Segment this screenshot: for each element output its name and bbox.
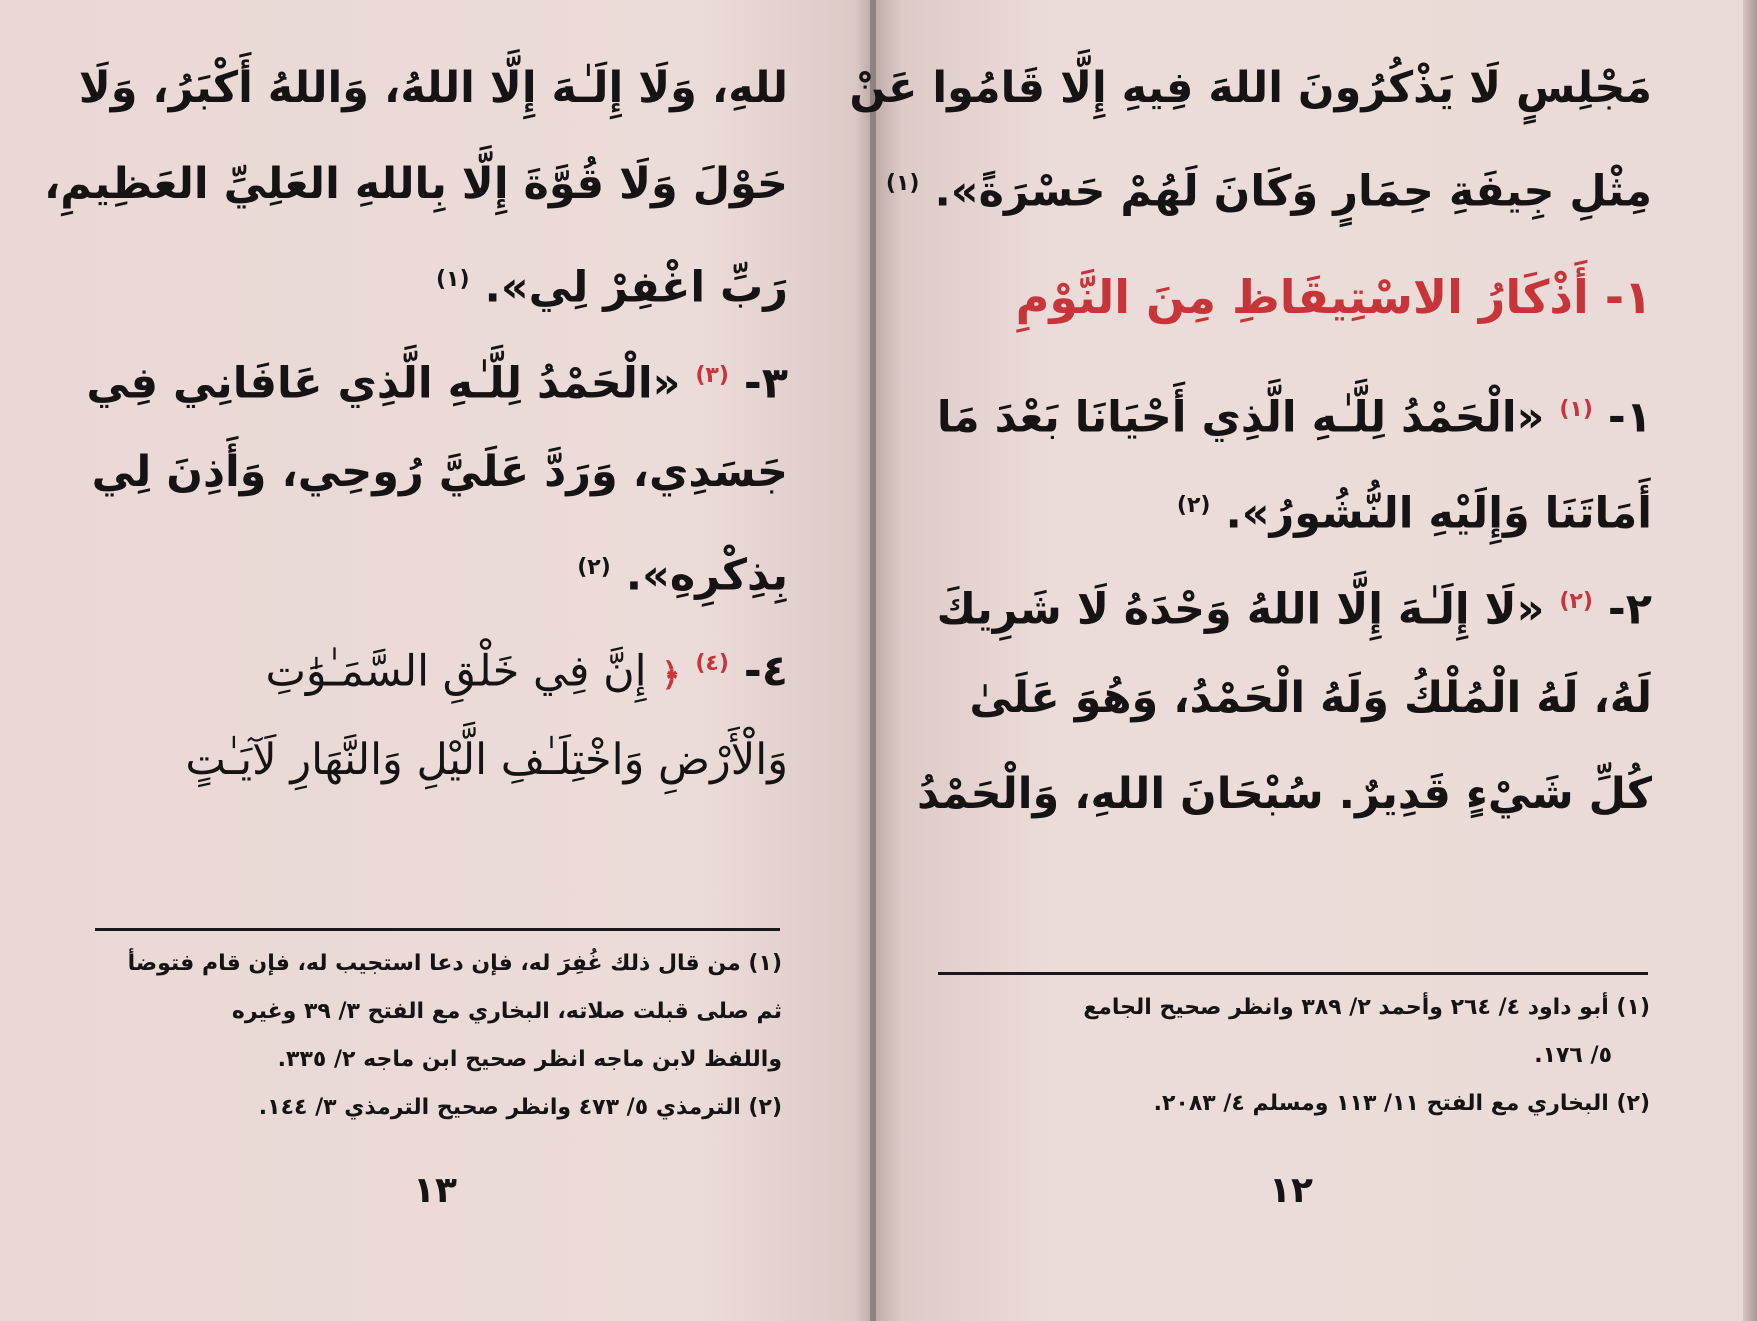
item-reference: (٢) <box>1559 589 1593 614</box>
text-line: لَهُ، لَهُ الْمُلْكُ وَلَهُ الْحَمْدُ، وَهُوَ عَلَىٰ <box>969 673 1652 723</box>
item-text: «الْحَمْدُ لِلَّـٰهِ الَّذِي عَافَانِي فِي <box>86 358 681 409</box>
page-edge <box>1743 0 1757 1321</box>
footnotes <box>938 984 1650 1128</box>
footnote-line: (٢) الترمذي ٥/ ٤٧٣ وانظر صحيح الترمذي ٣/ ١٤٤. <box>258 1095 782 1120</box>
text-line: للهِ، وَلَا إِلَـٰهَ إِلَّا اللهُ، وَاللهُ أَكْبَرُ، وَلَا <box>78 63 788 113</box>
item-reference: (١) <box>1559 397 1593 422</box>
text-line <box>88 232 788 328</box>
page-12-body <box>849 40 1652 842</box>
page-13-body <box>43 40 788 808</box>
text-line: حَوْلَ وَلَا قُوَّةَ إِلَّا بِاللهِ العَلِيِّ العَظِيمِ، <box>43 159 788 209</box>
quran-verse-text: إِنَّ فِي خَلْقِ السَّمَـٰوَٰتِ <box>265 646 647 697</box>
item-number: ٤- <box>743 646 788 697</box>
footnote-line: (١) أبو داود ٤/ ٢٦٤ وأحمد ٢/ ٣٨٩ وانظر صحيح الجامع <box>1083 995 1650 1020</box>
footnote-divider <box>95 928 780 931</box>
page-12 <box>849 0 1757 1321</box>
footnotes <box>92 940 782 1132</box>
page-13 <box>0 0 872 1321</box>
footnote-line: (١) من قال ذلك غُفِرَ له، فإن دعا استجيب له، فإن قام فتوضأ <box>127 951 782 976</box>
item-reference: (٣) <box>695 363 729 388</box>
footnote-marker: (١) <box>885 171 920 196</box>
text-line <box>938 458 1652 554</box>
dhikr-item-4 <box>88 616 788 712</box>
dhikr-item-3 <box>88 328 788 424</box>
text-line: كُلِّ شَيْءٍ قَدِيرٌ. سُبْحَانَ اللهِ، وَالْحَمْدُ <box>916 769 1652 819</box>
footnote-marker: (٢) <box>577 555 611 580</box>
footnote-divider <box>938 972 1648 975</box>
item-reference: (٤) <box>695 651 729 676</box>
footnote-marker: (١) <box>435 267 470 292</box>
page-number: ١٣ <box>413 1170 457 1211</box>
footnote-line: ٥/ ١٧٦. <box>1534 1043 1612 1068</box>
ornate-bracket-icon: ﴿ <box>661 655 681 694</box>
text-line-content: أَمَاتَنَا وَإِلَيْهِ النُّشُورُ». <box>1225 488 1652 539</box>
dhikr-item-1 <box>938 362 1652 458</box>
section-heading: ١- أَذْكَارُ الاسْتِيقَاظِ مِنَ النَّوْمِ <box>1015 270 1652 324</box>
text-line: مَجْلِسٍ لَا يَذْكُرُونَ اللهَ فِيهِ إِلَّا قَامُوا عَنْ <box>849 63 1652 113</box>
text-line-content: مِثْلِ جِيفَةِ حِمَارٍ وَكَانَ لَهُمْ حَسْرَةً». <box>934 166 1652 217</box>
footnote-line: واللفظ لابن ماجه انظر صحيح ابن ماجه ٢/ ٣٣٥. <box>277 1047 782 1072</box>
text-line <box>885 136 1652 232</box>
item-number: ٣- <box>743 358 788 409</box>
quran-verse-text: وَالْأَرْضِ وَاخْتِلَـٰفِ الَّيْلِ وَالنَّهَارِ لَآيَـٰتٍ <box>185 735 788 785</box>
item-text: «لَا إِلَـٰهَ إِلَّا اللهُ وَحْدَهُ لَا شَرِيكَ <box>936 584 1545 635</box>
text-line-content: رَبِّ اغْفِرْ لِي». <box>484 262 788 313</box>
footnote-line: ثم صلى قبلت صلاته، البخاري مع الفتح ٣/ ٣٩ وغيره <box>231 999 782 1024</box>
footnote-marker: (٢) <box>1176 493 1211 518</box>
item-number: ١- <box>1607 392 1652 443</box>
footnote-line: (٢) البخاري مع الفتح ١١/ ١١٣ ومسلم ٤/ ٢٠٨٣. <box>1153 1091 1650 1116</box>
page-number: ١٢ <box>1269 1170 1313 1211</box>
item-number: ٢- <box>1607 584 1652 635</box>
text-line <box>88 520 788 616</box>
text-line-content: بِذِكْرِهِ». <box>625 550 788 601</box>
dhikr-item-2 <box>938 554 1652 650</box>
text-line: جَسَدِي، وَرَدَّ عَلَيَّ رُوحِي، وَأَذِنَ لِي <box>91 447 788 497</box>
item-text: «الْحَمْدُ لِلَّـٰهِ الَّذِي أَحْيَانَا بَعْدَ مَا <box>936 392 1545 443</box>
